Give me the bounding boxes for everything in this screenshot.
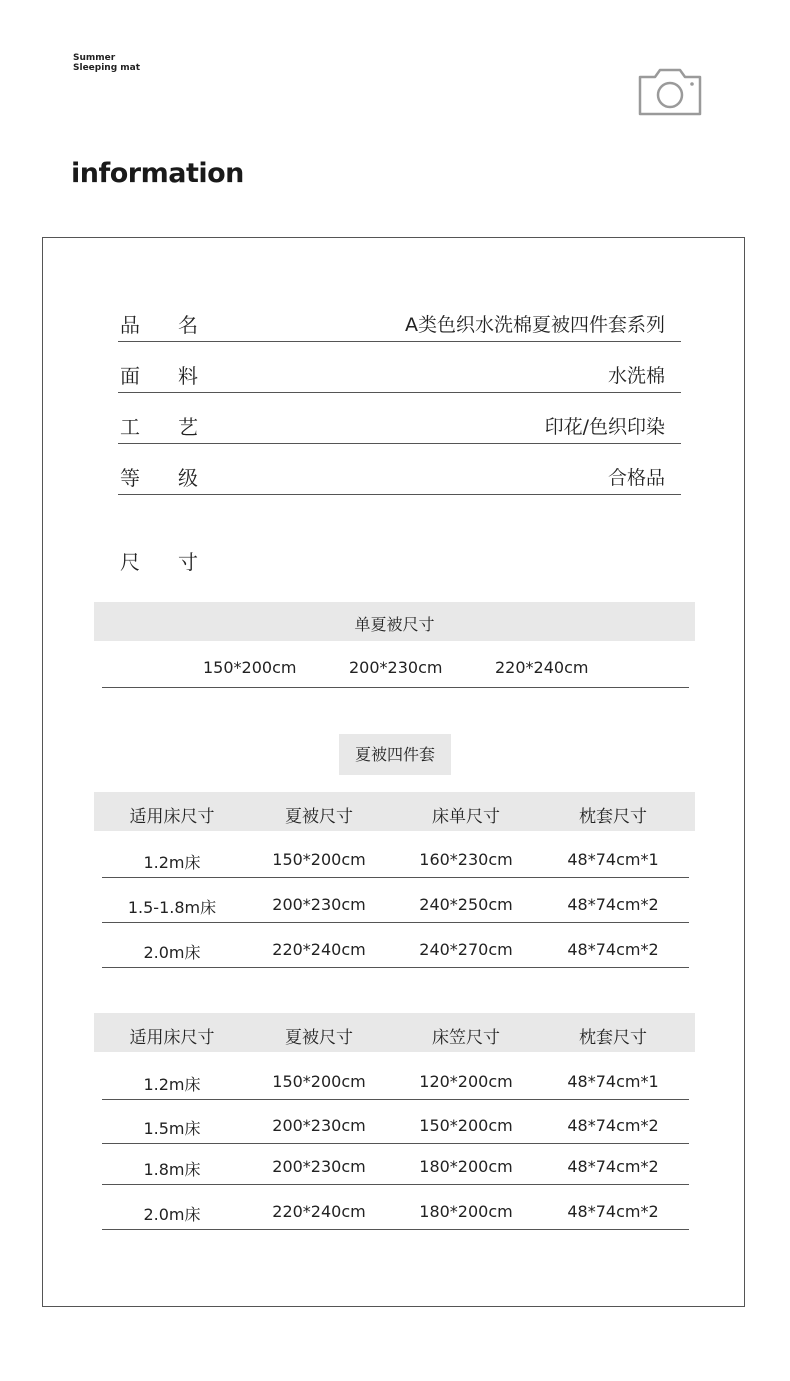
table-cell: 120*200cm xyxy=(419,1072,513,1091)
table-cell: 48*74cm*2 xyxy=(567,1116,659,1135)
table-header-cell: 夏被尺寸 xyxy=(285,807,353,827)
single-size-row xyxy=(102,641,689,688)
table-cell: 150*200cm xyxy=(272,850,366,869)
table-cell: 2.0m床 xyxy=(143,1205,201,1224)
table-cell: 150*200cm xyxy=(419,1116,513,1135)
table-cell: 2.0m床 xyxy=(143,943,201,962)
label-char: 名 xyxy=(178,313,198,337)
single-size-title: 单夏被尺寸 xyxy=(354,615,435,634)
table-header-cell: 枕套尺寸 xyxy=(579,807,647,827)
info-row-grade xyxy=(118,443,681,495)
table-cell: 1.5-1.8m床 xyxy=(127,898,217,917)
table-cell: 1.2m床 xyxy=(143,1075,201,1094)
brand-line-1: Summer xyxy=(73,53,116,63)
table-header-cell: 枕套尺寸 xyxy=(579,1028,647,1048)
table-cell: 48*74cm*2 xyxy=(567,895,659,914)
label-char: 寸 xyxy=(178,550,198,574)
info-row-fabric xyxy=(118,341,681,393)
info-row-craft xyxy=(118,392,681,444)
table-row xyxy=(102,923,689,968)
label-char: 等 xyxy=(120,466,140,490)
label-char: 面 xyxy=(120,364,140,388)
table-row xyxy=(102,878,689,923)
table-cell: 200*230cm xyxy=(272,1157,366,1176)
table-cell: 1.8m床 xyxy=(143,1160,201,1179)
table-row xyxy=(102,1140,689,1185)
table2-header xyxy=(94,1013,695,1052)
single-size-header xyxy=(94,602,695,641)
table-header-cell: 床单尺寸 xyxy=(432,807,500,827)
info-value: 水洗棉 xyxy=(607,365,665,387)
brand-line-2: Sleeping mat xyxy=(73,63,141,73)
table-cell: 1.5m床 xyxy=(143,1119,201,1138)
table-header-cell: 床笠尺寸 xyxy=(432,1028,500,1048)
single-size-value: 200*230cm xyxy=(349,658,443,677)
table-cell: 200*230cm xyxy=(272,895,366,914)
table-header-cell: 适用床尺寸 xyxy=(129,807,215,827)
set-section-title: 夏被四件套 xyxy=(339,734,451,775)
table-header-cell: 夏被尺寸 xyxy=(285,1028,353,1048)
label-char: 尺 xyxy=(120,550,140,574)
label-char: 工 xyxy=(120,415,140,439)
table-cell: 220*240cm xyxy=(272,940,366,959)
table-cell: 240*250cm xyxy=(419,895,513,914)
table-cell: 48*74cm*2 xyxy=(567,940,659,959)
table-cell: 48*74cm*2 xyxy=(567,1157,659,1176)
table-cell: 48*74cm*1 xyxy=(567,1072,659,1091)
table-cell: 180*200cm xyxy=(419,1202,513,1221)
table-cell: 1.2m床 xyxy=(143,853,201,872)
table-cell: 160*230cm xyxy=(419,850,513,869)
table-cell: 48*74cm*2 xyxy=(567,1202,659,1221)
info-value: A类色织水洗棉夏被四件套系列 xyxy=(405,314,665,336)
table-row xyxy=(102,1185,689,1230)
table-cell: 150*200cm xyxy=(272,1072,366,1091)
camera-icon xyxy=(637,67,703,117)
single-size-value: 150*200cm xyxy=(203,658,297,677)
table-cell: 220*240cm xyxy=(272,1202,366,1221)
table-cell: 200*230cm xyxy=(272,1116,366,1135)
size-section-label xyxy=(120,546,236,575)
page-heading: information xyxy=(71,158,244,189)
label-char: 艺 xyxy=(178,415,198,439)
table-cell: 48*74cm*1 xyxy=(567,850,659,869)
table-row xyxy=(102,833,689,878)
info-value: 合格品 xyxy=(607,467,665,489)
label-char: 品 xyxy=(120,313,140,337)
table-row xyxy=(102,1099,689,1144)
label-char: 料 xyxy=(178,364,198,388)
brand-logo-text xyxy=(73,53,140,73)
single-size-value: 220*240cm xyxy=(495,658,589,677)
info-row-name xyxy=(118,290,681,342)
label-char: 级 xyxy=(178,466,198,490)
table-cell: 240*270cm xyxy=(419,940,513,959)
info-value: 印花/色织印染 xyxy=(544,416,665,438)
table-header-cell: 适用床尺寸 xyxy=(129,1028,215,1048)
table-row xyxy=(102,1055,689,1100)
table1-header xyxy=(94,792,695,831)
table-cell: 180*200cm xyxy=(419,1157,513,1176)
